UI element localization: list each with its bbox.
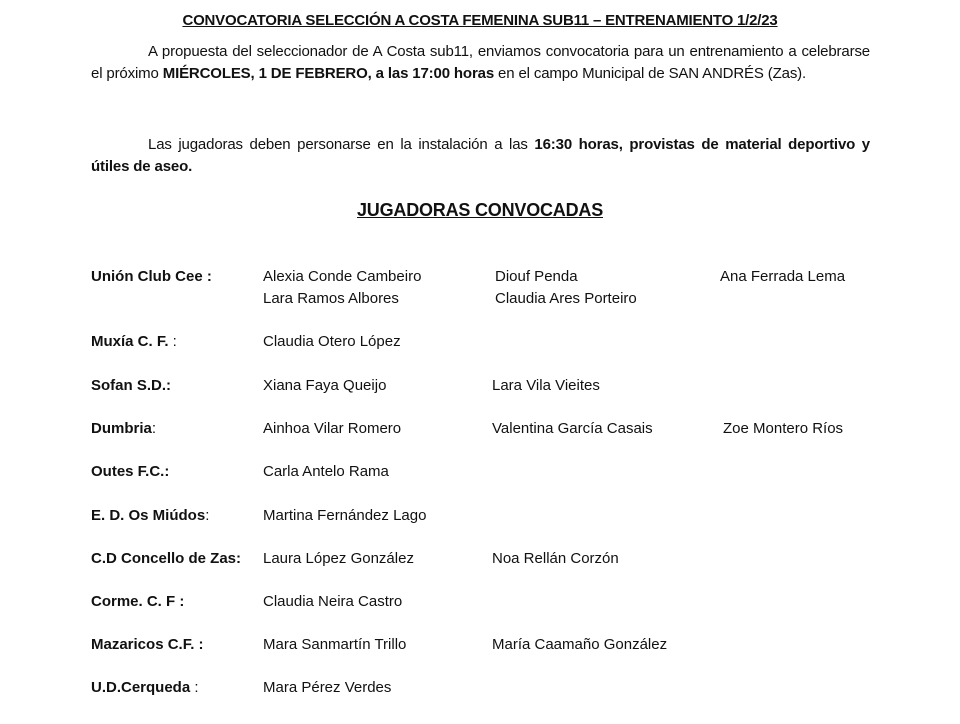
club-name: Corme. C. F : bbox=[91, 593, 185, 610]
player-name: Ainhoa Vilar Romero bbox=[263, 420, 402, 437]
club-label bbox=[91, 266, 212, 288]
player-name: Claudia Otero López bbox=[263, 333, 401, 350]
club-name: Mazaricos C.F. : bbox=[91, 636, 204, 653]
club-label bbox=[91, 505, 209, 527]
player-name: Claudia Ares Porteiro bbox=[495, 290, 637, 307]
document-title: CONVOCATORIA SELECCIÓN A COSTA FEMENINA SUB11 – ENTRENAMIENTO 1/2/23 bbox=[182, 12, 778, 29]
club-label bbox=[91, 677, 199, 699]
club-name: Outes F.C.: bbox=[91, 463, 170, 480]
player-name: Alexia Conde Cambeiro bbox=[263, 268, 422, 285]
player-name: Lara Vila Vieites bbox=[492, 377, 600, 394]
club-name: Muxía C. F. bbox=[91, 333, 169, 350]
club-label bbox=[91, 548, 241, 570]
section-title-convocadas: JUGADORAS CONVOCADAS bbox=[356, 200, 604, 220]
player-name: Noa Rellán Corzón bbox=[492, 550, 619, 567]
club-suffix: : bbox=[151, 420, 157, 437]
instructions-bold: 16:30 horas, provistas de material deportivo y útiles de aseo. bbox=[91, 136, 870, 175]
instructions-text-1: Las jugadoras deben personarse en la instalación a las bbox=[148, 136, 535, 153]
instructions-paragraph bbox=[91, 134, 870, 178]
player-name: Lara Ramos Albores bbox=[263, 290, 399, 307]
club-suffix: : bbox=[190, 679, 199, 696]
club-suffix: : bbox=[205, 507, 210, 524]
intro-text-2: en el campo Municipal de SAN ANDRÉS (Zas). bbox=[494, 65, 807, 82]
club-label bbox=[91, 375, 171, 397]
player-name: Diouf Penda bbox=[495, 268, 578, 285]
club-name: Sofan S.D.: bbox=[91, 377, 172, 394]
club-name: Dumbria bbox=[91, 420, 152, 437]
club-label bbox=[91, 634, 204, 656]
player-name: María Caamaño González bbox=[492, 636, 668, 653]
player-name: Claudia Neira Castro bbox=[263, 593, 403, 610]
intro-paragraph bbox=[91, 41, 870, 85]
player-name: Zoe Montero Ríos bbox=[723, 420, 844, 437]
club-label bbox=[91, 331, 177, 353]
player-name: Mara Pérez Verdes bbox=[263, 679, 392, 696]
club-label bbox=[91, 418, 156, 440]
player-name: Carla Antelo Rama bbox=[263, 463, 389, 480]
intro-date-time: MIÉRCOLES, 1 DE FEBRERO, a las 17:00 horas bbox=[162, 65, 495, 82]
club-name: Unión Club Cee : bbox=[91, 268, 212, 285]
club-label bbox=[91, 461, 169, 483]
player-name: Laura López González bbox=[263, 550, 414, 567]
player-name: Xiana Faya Queijo bbox=[263, 377, 387, 394]
intro-text-1: A propuesta del seleccionador de A Costa sub11, enviamos convocatoria para un entrenamiento a celebrarse el próximo bbox=[91, 43, 870, 82]
club-suffix: : bbox=[168, 333, 177, 350]
club-name: E. D. Os Miúdos bbox=[91, 507, 206, 524]
club-label bbox=[91, 591, 184, 613]
player-name: Mara Sanmartín Trillo bbox=[263, 636, 407, 653]
club-name: U.D.Cerqueda bbox=[91, 679, 191, 696]
player-name: Valentina García Casais bbox=[492, 420, 653, 437]
club-name: C.D Concello de Zas: bbox=[91, 550, 242, 567]
player-name: Ana Ferrada Lema bbox=[720, 268, 846, 285]
player-name: Martina Fernández Lago bbox=[263, 507, 427, 524]
